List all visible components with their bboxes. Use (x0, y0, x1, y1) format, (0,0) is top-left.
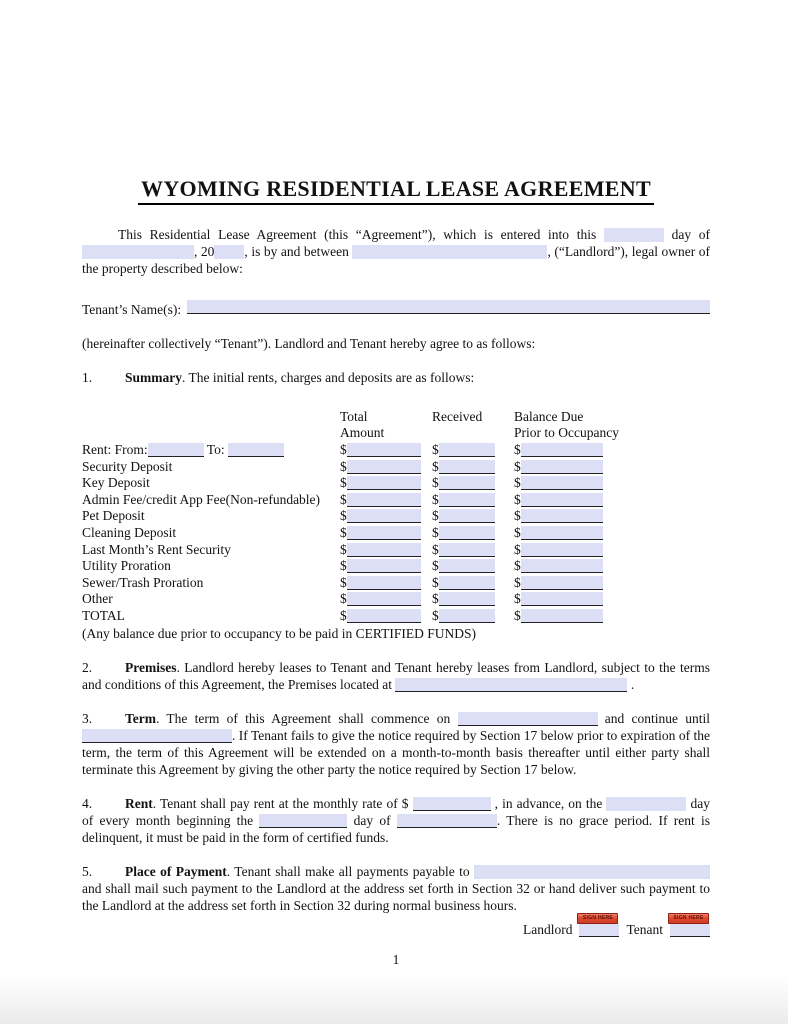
fee-cell (432, 474, 514, 491)
fee-table-rows (82, 441, 710, 624)
fee-row (82, 557, 710, 574)
total-amount-field[interactable] (347, 543, 421, 557)
fee-row (82, 541, 710, 558)
intro-paragraph: This Residential Lease Agreement (this “Agreement”), which is entered into this day of , 20 , is by and between , (“Landlord”), legal owner of the property described below: (82, 227, 710, 276)
balance-due-field[interactable] (521, 443, 603, 457)
received-field[interactable] (439, 576, 495, 590)
fee-cell (340, 441, 432, 458)
fee-cell (432, 524, 514, 541)
balance-due-field[interactable] (521, 509, 603, 523)
fee-cell (340, 557, 432, 574)
currency-symbol: $ (432, 491, 439, 507)
fee-row-label: Pet Deposit (82, 508, 145, 524)
agreement-day-field[interactable] (604, 228, 664, 242)
currency-symbol: $ (514, 558, 521, 574)
fee-cell (340, 574, 432, 591)
landlord-initials-slot (579, 914, 619, 938)
currency-symbol: $ (432, 508, 439, 524)
header-line: Received (432, 409, 483, 424)
sign-here-tab-icon[interactable]: SIGN HERE (668, 913, 709, 924)
currency-symbol: $ (514, 541, 521, 557)
header-total-amount (340, 409, 432, 441)
balance-due-field[interactable] (521, 526, 603, 540)
fee-row-label: TOTAL (82, 607, 125, 623)
fee-cell (514, 491, 614, 508)
beginning-month-field[interactable] (397, 814, 497, 828)
fee-cell (514, 541, 614, 558)
tenant-names-field[interactable] (187, 300, 710, 314)
received-field[interactable] (439, 443, 495, 457)
balance-due-field[interactable] (521, 460, 603, 474)
termination-date-field[interactable] (82, 729, 232, 743)
fee-row-label: Sewer/Trash Proration (82, 574, 204, 590)
section-number: 1. (82, 370, 93, 385)
total-amount-field[interactable] (347, 526, 421, 540)
currency-symbol: $ (432, 607, 439, 623)
currency-symbol: $ (340, 574, 347, 590)
total-amount-field[interactable] (347, 559, 421, 573)
sign-here-tab-icon[interactable]: SIGN HERE (577, 913, 618, 924)
fee-cell (432, 441, 514, 458)
fee-cell (340, 541, 432, 558)
total-amount-field[interactable] (347, 592, 421, 606)
fee-row-label: Cleaning Deposit (82, 524, 177, 540)
fee-cell (340, 607, 432, 624)
fee-cell (432, 458, 514, 475)
fee-cell (514, 557, 614, 574)
section-rent: 4. Rent. Tenant shall pay rent at the monthly rate of $ , in advance, on the day of every month beginning the day of . There is no grace period. If rent is delinquent, it must be paid in the form of certified funds. (82, 795, 710, 845)
fee-row (82, 474, 710, 491)
currency-symbol: $ (432, 475, 439, 491)
fee-row (82, 491, 710, 508)
currency-symbol: $ (514, 491, 521, 507)
fee-cell (340, 590, 432, 607)
premises-address-field[interactable] (395, 678, 627, 692)
currency-symbol: $ (432, 558, 439, 574)
initials-row (82, 914, 710, 938)
commencement-date-field[interactable] (458, 712, 598, 726)
tenant-initials-slot (670, 914, 710, 938)
total-amount-field[interactable] (347, 493, 421, 507)
received-field[interactable] (439, 493, 495, 507)
landlord-initials-label: Landlord (522, 921, 573, 937)
page-number: 1 (392, 951, 400, 967)
header-line: Balance Due (514, 409, 584, 424)
agreement-month-field[interactable] (82, 245, 194, 259)
fee-cell (432, 574, 514, 591)
header-line (432, 425, 514, 441)
fee-cell (514, 590, 614, 607)
fee-cell (340, 474, 432, 491)
currency-symbol: $ (514, 574, 521, 590)
currency-symbol: $ (432, 541, 439, 557)
total-amount-field[interactable] (347, 576, 421, 590)
currency-symbol: $ (514, 475, 521, 491)
sections (82, 659, 710, 914)
beginning-day-field[interactable] (259, 814, 347, 828)
fee-cell (514, 507, 614, 524)
landlord-initials-field[interactable] (579, 923, 619, 937)
balance-due-field[interactable] (521, 543, 603, 557)
fee-cell (514, 524, 614, 541)
fee-cell (514, 441, 614, 458)
section-place-of-payment: 5. Place of Payment. Tenant shall make all payments payable to and shall mail such payment to the Landlord at the address set forth in Section 32 or hand deliver such payment to the Landlord at the address set forth in Section 32 during normal business hours. (82, 863, 710, 913)
balance-due-field[interactable] (521, 576, 603, 590)
rent-from-date-field[interactable] (148, 443, 204, 457)
currency-symbol: $ (432, 524, 439, 540)
balance-due-field[interactable] (521, 493, 603, 507)
section-heading: Term (125, 710, 156, 726)
fee-row (82, 524, 710, 541)
page-title: WYOMING RESIDENTIAL LEASE AGREEMENT (138, 176, 654, 205)
currency-symbol: $ (340, 491, 347, 507)
received-field[interactable] (439, 609, 495, 623)
fee-cell (514, 607, 614, 624)
currency-symbol: $ (340, 524, 347, 540)
total-amount-field[interactable] (347, 609, 421, 623)
section-number: 3. (82, 710, 93, 726)
section-heading: Premises (125, 659, 177, 675)
section-term: 3. Term. The term of this Agreement shall commence on and continue until . If Tenant fails to give the notice required by Section 17 below prior to expiration of the term, the term of this Agreement will be extended on a month-to-month basis thereafter until either party shall terminate this Agreement by giving the other party the notice required by Section 17 below. (82, 710, 710, 777)
section-number: 5. (82, 863, 93, 879)
agreement-year-field[interactable] (214, 245, 244, 259)
total-amount-field[interactable] (347, 460, 421, 474)
rent-to-date-field[interactable] (228, 443, 284, 457)
currency-symbol: $ (432, 458, 439, 474)
fee-row (82, 458, 710, 475)
received-field[interactable] (439, 476, 495, 490)
fee-cell (340, 507, 432, 524)
currency-symbol: $ (514, 524, 521, 540)
section-text: . The initial rents, charges and deposits are as follows: (182, 370, 475, 385)
fee-cell (514, 458, 614, 475)
currency-symbol: $ (340, 541, 347, 557)
fee-cell (432, 557, 514, 574)
fee-row-label: Security Deposit (82, 458, 173, 474)
fee-cell (432, 491, 514, 508)
fee-row (82, 607, 710, 624)
section-number: 2. (82, 659, 93, 675)
received-field[interactable] (439, 526, 495, 540)
balance-due-field[interactable] (521, 559, 603, 573)
currency-symbol: $ (432, 591, 439, 607)
fee-cell (340, 524, 432, 541)
fee-row (82, 441, 710, 458)
title-wrap (82, 176, 710, 205)
fee-table-header (82, 409, 710, 441)
currency-symbol: $ (340, 475, 347, 491)
section-number: 4. (82, 795, 93, 811)
document-content (82, 0, 710, 968)
currency-symbol: $ (514, 442, 521, 457)
fee-row-label: Admin Fee/credit App Fee(Non-refundable) (82, 491, 321, 507)
currency-symbol: $ (514, 458, 521, 474)
fee-row-label: Last Month’s Rent Security (82, 541, 231, 557)
fee-row-label: Utility Proration (82, 558, 171, 574)
total-amount-field[interactable] (347, 476, 421, 490)
currency-symbol: $ (340, 607, 347, 623)
fee-cell (432, 607, 514, 624)
section-heading: Rent (125, 795, 153, 811)
landlord-name-field[interactable] (352, 245, 547, 259)
header-spacer (82, 409, 340, 441)
received-field[interactable] (439, 543, 495, 557)
fee-row (82, 507, 710, 524)
currency-symbol: $ (340, 442, 347, 457)
rent-due-day-field[interactable] (606, 797, 686, 811)
currency-symbol: $ (340, 458, 347, 474)
header-line: Prior to Occupancy (514, 425, 619, 440)
fee-cell (432, 507, 514, 524)
fee-row-label: Rent: From: To: (82, 441, 340, 458)
header-line: Total (340, 409, 368, 424)
header-received (432, 409, 514, 441)
fee-row (82, 574, 710, 591)
received-field[interactable] (439, 559, 495, 573)
fee-cell (340, 491, 432, 508)
fee-cell (432, 590, 514, 607)
fee-row-label: Other (82, 591, 113, 607)
certified-funds-note: (Any balance due prior to occupancy to be paid in CERTIFIED FUNDS) (82, 625, 476, 641)
section-heading: Summary (125, 370, 182, 385)
currency-symbol: $ (514, 607, 521, 623)
currency-symbol: $ (340, 508, 347, 524)
header-line: Amount (340, 425, 385, 440)
received-field[interactable] (439, 460, 495, 474)
balance-due-field[interactable] (521, 476, 603, 490)
total-amount-field[interactable] (347, 443, 421, 457)
section-premises: 2. Premises. Landlord hereby leases to Tenant and Tenant hereby leases from Landlord, subject to the terms and conditions of this Agreement, the Premises located at . (82, 659, 710, 692)
fee-table (82, 409, 710, 624)
currency-symbol: $ (514, 508, 521, 524)
currency-symbol: $ (340, 591, 347, 607)
fee-cell (514, 474, 614, 491)
tenant-name-label: Tenant’s Name(s): (82, 302, 182, 317)
fee-cell (514, 574, 614, 591)
hereinafter-text: (hereinafter collectively “Tenant”). Landlord and Tenant hereby agree to as follows: (82, 336, 536, 351)
section-heading: Place of Payment (125, 863, 227, 879)
tenant-name-line (82, 300, 710, 318)
tenant-initials-field[interactable] (670, 923, 710, 937)
received-field[interactable] (439, 592, 495, 606)
currency-symbol: $ (514, 591, 521, 607)
fee-row (82, 590, 710, 607)
monthly-rent-amount-field[interactable] (413, 797, 491, 811)
fee-row-label: Key Deposit (82, 475, 150, 491)
received-field[interactable] (439, 509, 495, 523)
section-summary (82, 369, 710, 386)
fee-cell (432, 541, 514, 558)
currency-symbol: $ (340, 558, 347, 574)
currency-symbol: $ (432, 442, 439, 457)
balance-due-field[interactable] (521, 592, 603, 606)
total-amount-field[interactable] (347, 509, 421, 523)
header-balance-due (514, 409, 710, 441)
currency-symbol: $ (432, 574, 439, 590)
balance-due-field[interactable] (521, 609, 603, 623)
fee-cell (340, 458, 432, 475)
payee-name-field[interactable] (474, 865, 710, 879)
tenant-initials-label: Tenant (626, 921, 663, 937)
